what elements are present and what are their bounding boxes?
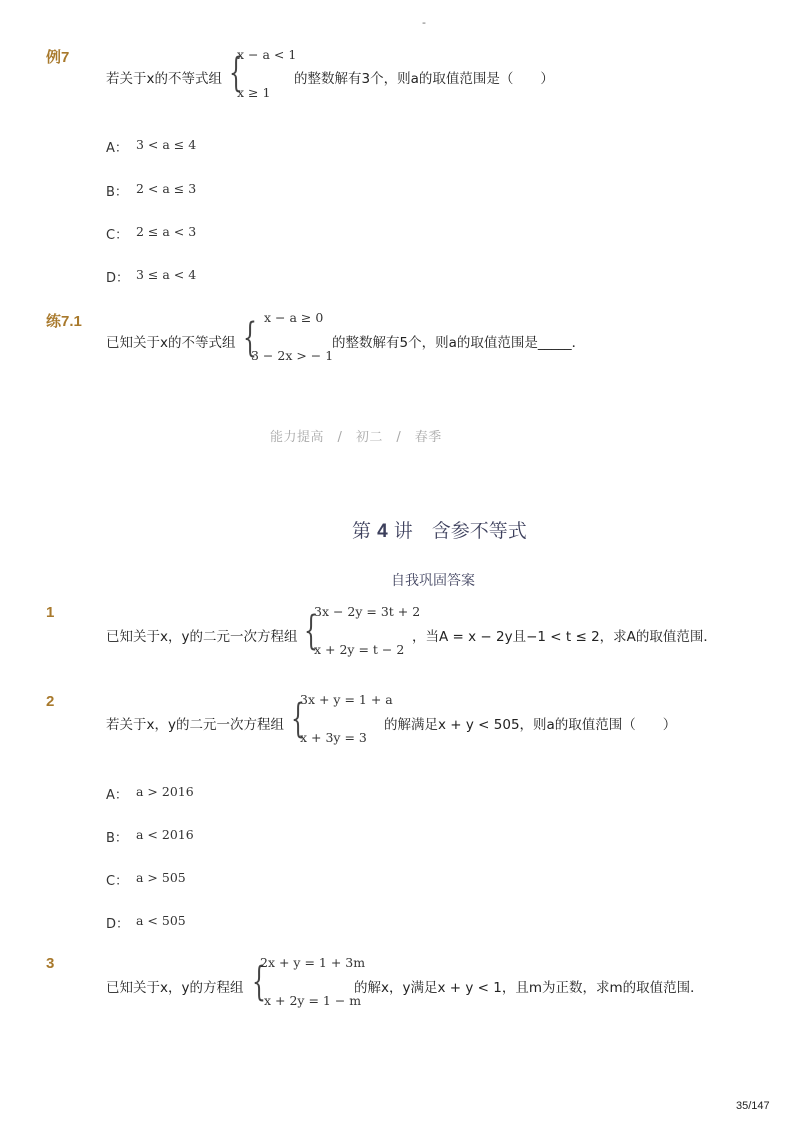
example-7-label: 例7 <box>46 49 70 66</box>
page-number: 35/147 <box>736 1100 770 1112</box>
practice-7-1-stem-pre: 已知关于x的不等式组 <box>106 335 236 351</box>
question-1-brace: { <box>304 608 318 654</box>
question-3-system-line-2: x + 2y = 1 − m <box>264 993 362 1008</box>
example-7-option-b-value: 2 < a ≤ 3 <box>136 181 197 196</box>
practice-7-1-system-line-2: 3 − 2x > − 1 <box>251 348 334 363</box>
question-2-brace: { <box>291 696 305 742</box>
question-2-option-b-value: a < 2016 <box>136 827 194 842</box>
page-footer-breadcrumb: 能力提高 / 初二 / 春季 <box>270 430 442 445</box>
question-1-system-line-2: x + 2y = t − 2 <box>314 642 405 657</box>
question-3-stem-post: 的解x，y满足x + y < 1，且m为正数，求m的取值范围． <box>354 980 704 996</box>
question-1-stem-post: ，当A = x − 2y且−1 < t ≤ 2，求A的取值范围． <box>412 629 717 645</box>
question-3-stem-pre: 已知关于x，y的方程组 <box>106 980 244 996</box>
section-title-pre: 第 <box>352 520 372 542</box>
question-2-option-c-key: C： <box>106 874 129 889</box>
question-3-system-line-1: 2x + y = 1 + 3m <box>260 955 366 970</box>
question-1-system-line-1: 3x − 2y = 3t + 2 <box>314 604 421 619</box>
example-7-option-c-key: C： <box>106 228 129 243</box>
example-7-option-b-key: B： <box>106 185 128 200</box>
example-7-system-line-1: x − a < 1 <box>237 47 297 62</box>
example-7-option-d-key: D： <box>106 271 130 286</box>
question-2-stem-pre: 若关于x，y的二元一次方程组 <box>106 717 284 733</box>
example-7-option-c-value: 2 ≤ a < 3 <box>136 224 197 239</box>
question-1-label: 1 <box>46 604 55 621</box>
example-7-brace: { <box>229 50 243 96</box>
section-subtitle: 自我巩固答案 <box>391 573 475 589</box>
question-2-option-b-key: B： <box>106 831 128 846</box>
example-7-option-a-value: 3 < a ≤ 4 <box>136 137 197 152</box>
question-1-stem-pre: 已知关于x，y的二元一次方程组 <box>106 629 298 645</box>
question-2-option-a-key: A： <box>106 788 128 803</box>
practice-7-1-label: 练7.1 <box>46 313 82 330</box>
practice-7-1-stem-post: 的整数解有5个，则a的取值范围是_____． <box>332 335 586 351</box>
question-2-system-line-1: 3x + y = 1 + a <box>300 692 393 707</box>
question-2-option-a-value: a > 2016 <box>136 784 194 799</box>
question-2-label: 2 <box>46 693 55 710</box>
question-2-stem-post: 的解满足x + y < 505，则a的取值范围（ ） <box>384 717 677 733</box>
practice-7-1-brace: { <box>243 315 257 361</box>
question-2-option-d-value: a < 505 <box>136 913 186 928</box>
example-7-stem-post: 的整数解有3个，则a的取值范围是（ ） <box>294 71 554 87</box>
top-mark: - <box>422 16 426 29</box>
section-title-number: 4 <box>377 521 388 542</box>
section-title <box>352 516 527 543</box>
practice-7-1-system-line-1: x − a ≥ 0 <box>264 310 324 325</box>
section-title-post: 讲 含参不等式 <box>393 520 527 542</box>
question-2-system-line-2: x + 3y = 3 <box>300 730 367 745</box>
question-2-option-d-key: D： <box>106 917 130 932</box>
question-3-brace: { <box>252 959 266 1005</box>
example-7-option-a-key: A： <box>106 141 128 156</box>
example-7-system-line-2: x ≥ 1 <box>237 85 271 100</box>
example-7-option-d-value: 3 ≤ a < 4 <box>136 267 197 282</box>
question-2-option-c-value: a > 505 <box>136 870 186 885</box>
question-3-label: 3 <box>46 955 55 972</box>
example-7-stem-pre: 若关于x的不等式组 <box>106 71 222 87</box>
